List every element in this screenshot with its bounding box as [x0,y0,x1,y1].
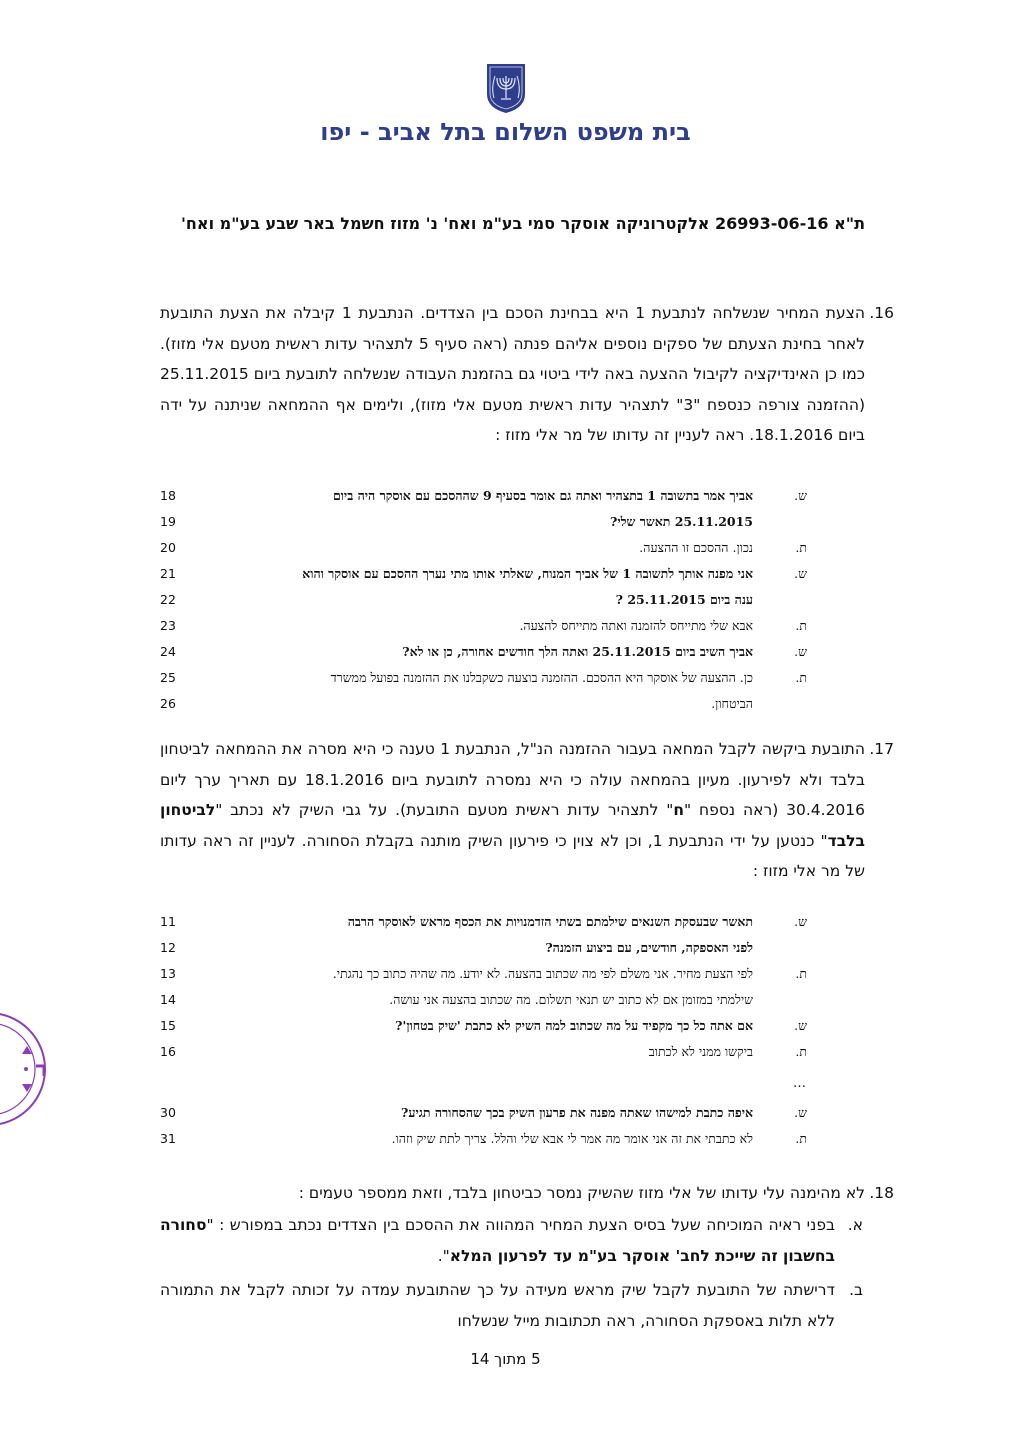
transcript-line [160,587,810,613]
page-number: 5 מתוך 14 [470,1350,541,1368]
transcript-text: לפני האספקה, חודשים, עם ביצוע הזמנה? [545,940,753,955]
line-number: 25 [160,670,176,685]
transcript-line [160,509,810,535]
line-number: 26 [160,696,176,711]
sub-item-b [160,1275,863,1336]
line-number: 11 [160,914,176,929]
line-number: 20 [160,540,176,555]
transcript-line [160,1039,810,1065]
transcript-line [160,613,810,639]
sub-item-text: בפני ראיה המוכיחה שעל בסיס הצעת המחיר המהווה את ההסכם בין הצדדים נכתב במפורש : " [206,1216,835,1234]
transcript-excerpt-1 [160,483,810,717]
ellipsis: … [793,1076,806,1091]
speaker-label: ש. [794,644,807,659]
line-number: 15 [160,1018,176,1033]
transcript-line [160,987,810,1013]
transcript-line [160,561,810,587]
transcript-text: אני מפנה אותך לתשובה 1 של אביך המנוח, שאלתי אותו מתי נערך ההסכם עם אוסקר והוא [302,566,753,581]
transcript-excerpt-2 [160,909,810,1065]
speaker-label: ש. [794,914,807,929]
line-number: 19 [160,514,176,529]
speaker-label: ת. [795,618,807,633]
line-number: 13 [160,966,176,981]
speaker-label: ת. [795,1044,807,1059]
speaker-label: ש. [794,1105,807,1120]
line-number: 30 [160,1105,176,1120]
transcript-text: איפה כתבת למישהו שאתה מפנה את פרעון השיק בכך שהסחורה תגיע? [401,1105,753,1120]
transcript-text: ביקשו ממני לא לכתוב [648,1044,753,1059]
line-number: 12 [160,940,176,955]
transcript-text: אביך אמר בתשובה 1 בתצהיר ואתה גם אומר בסעיף 9 שההסכם עם אוסקר היה ביום [332,488,753,503]
paragraph-17 [160,734,894,887]
transcript-line [160,665,810,691]
state-emblem-icon [485,62,527,114]
line-number: 31 [160,1131,176,1146]
transcript-line [160,639,810,665]
paragraph-text: הצעת המחיר שנשלחה לנתבעת 1 היא בבחינת הסכם בין הצדדים. הנתבעת 1 קיבלה את הצעת התובעת לאחר בחינת הצעתם של ספקים נוספים אליהם פנתה (ראה סעיף 5 לתצהיר עדות ראשית מטעם אלי מזוז). כמו כן האינדיקציה לקיבול ההצעה באה לידי ביטוי גם בהזמנת העבודה שנשלחה לתובעת ביום 25.11.2015 (ההזמנה צורפה כנספח "3" לתצהיר עדות ראשית מטעם אלי מזוז), ולימים אף ההמחאה שניתנה על ידה ביום 18.1.2016. ראה לעניין זה עדותו של מר אלי מזוז : [160,304,866,444]
transcript-line [160,935,810,961]
paragraph-number: 18. [869,1184,894,1202]
speaker-label: ת. [795,670,807,685]
line-number: 18 [160,488,176,503]
line-number: 23 [160,618,176,633]
transcript-text: כן. ההצעה של אוסקר היא ההסכם. ההזמנה בוצעה כשקבלנו את ההזמנה בפועל ממשרד [330,670,753,685]
line-number: 22 [160,592,176,607]
speaker-label: ת. [795,1131,807,1146]
transcript-text: אביך השיב ביום 25.11.2015 ואתה הלך חודשים אחורה, כן או לא? [402,644,753,659]
case-title: ת"א 26993-06-16 אלקטרוניקה אוסקר סמי בע"מ ואח' נ' מזוז חשמל באר שבע בע"מ ואח' [181,214,865,233]
paragraph-text: לא מהימנה עלי עדותו של אלי מזוז שהשיק נמסר כביטחון בלבד, וזאת ממספר טעמים : [298,1184,865,1202]
line-number: 14 [160,992,176,1007]
court-name: בית משפט השלום בתל אביב - יפו [320,118,691,146]
paragraph-number: 16. [869,304,894,322]
transcript-text: 25.11.2015 תאשר שלי? [610,514,753,529]
sub-item-a [160,1210,863,1271]
stamp-icon [0,1010,48,1128]
speaker-label: ת. [795,966,807,981]
speaker-label: ש. [794,488,807,503]
transcript-text: אם אתה כל כך מקפיד על מה שכתוב למה השיק לא כתבת 'שיק בטחון'? [395,1018,753,1033]
transcript-line [160,483,810,509]
paragraph-text-part: " לתצהיר עדות ראשית מטעם התובעת). על גבי השיק לא נכתב " [215,801,674,819]
transcript-text: תאשר שבעסקת השנאים שילמתם בשתי הזדמנויות את הכסף מראש לאוסקר הרבה [347,914,753,929]
transcript-text: שילמתי במזומן אם לא כתוב יש תנאי תשלום. מה שכתוב בהצעה אני עושה. [389,992,753,1007]
line-number: 21 [160,566,176,581]
speaker-label: ת. [795,540,807,555]
transcript-line [160,691,810,717]
paragraph-16 [160,298,894,451]
security-only-label: לביטחון בלבד [160,801,865,850]
speaker-label: ש. [794,566,807,581]
transcript-text: לפי הצעת מחיר. אני משלם לפי מה שכתוב בהצעה. לא יודע. מה שהיה כתוב כך נהגתי. [332,966,753,981]
paragraph-number: 17. [869,740,894,758]
transcript-text: ענה ביום 25.11.2015 ? [615,592,753,607]
transcript-line [160,1013,810,1039]
sub-item-label: ב. [849,1281,863,1299]
transcript-text: לא כתבתי את זה אני אומר מה אמר לי אבא שלי והלל. צריך לתת שיק וזהו. [391,1131,753,1146]
sub-item-text: דרישתה של התובעת לקבל שיק מראש מעידה על כך שהתובעת עמדה על זכותה לקבל את התמורה ללא תלות באספקת הסחורה, ראה תכתובות מייל שנשלחו [160,1281,835,1330]
transcript-line [160,961,810,987]
paragraph-18 [160,1178,894,1209]
transcript-text: נכון. ההסכם זו ההצעה. [639,540,753,555]
sub-item-label: א. [847,1216,863,1234]
transcript-text: הביטחון. [711,696,753,711]
speaker-label: ש. [794,1018,807,1033]
transcript-text: אבא שלי מתייחס להזמנה ואתה מתייחס להצעה. [519,618,753,633]
transcript-line [160,1126,810,1152]
sub-item-text: ". [437,1246,450,1265]
paragraph-text-part: התובעת ביקשה לקבל המחאה בעבור ההזמנה הנ"ל, הנתבעת 1 טענה כי היא מסרה את ההמחאה לביטחון בלבד ולא לפירעון. מעיון בהמחאה עולה כי היא נמסרה לתובעת ביום 18.1.2016 עם תאריך ערך ליום 30.4.2016 (ראה נספח " [160,740,866,819]
transcript-line [160,535,810,561]
paragraph-text-part: " כנטען על ידי הנתבעת 1, וכן לא צוין כי פירעון השיק מותנה בקבלת הסחורה. לעניין זה ראה עדותו של מר אלי מזוז : [160,831,865,880]
line-number: 24 [160,644,176,659]
annex-label: ח [673,801,685,819]
quoted-clause: סחורה בחשבון זה שייכת לחב' אוסקר בע"מ עד לפרעון המלא [160,1216,835,1265]
line-number: 16 [160,1044,176,1059]
transcript-excerpt-3 [160,1100,810,1152]
transcript-line [160,1100,810,1126]
transcript-line [160,909,810,935]
